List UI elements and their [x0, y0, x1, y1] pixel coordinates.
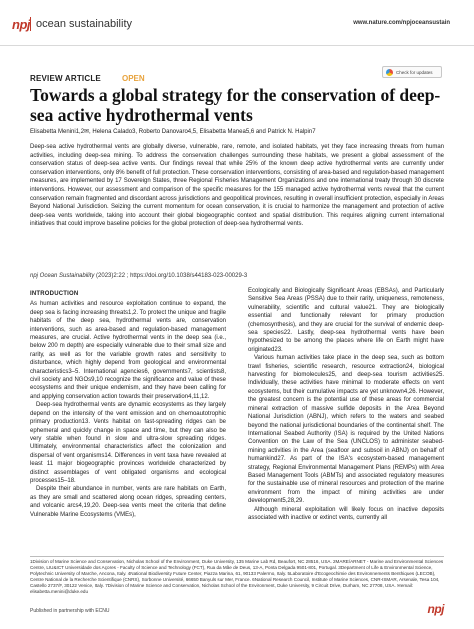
affiliations-divider — [30, 556, 444, 557]
journal-name: ocean sustainability — [36, 18, 133, 30]
citation-details[interactable]: (2023)2:22 ; https://doi.org/10.1038/s44183-023-00029-3 — [96, 273, 248, 279]
body-paragraph: Ecologically and Biologically Significant Areas (EBSAs), and Particularly Sensitive Sea Areas (PSSA) due to their rarity, uniqueness, remoteness, vulnerability, scientific and cultural value21. They are biologically essential and functionally relevant for primary production (chemosynthesis), and they are crucial for the survival of endemic deep-sea species22. Lastly, deep-sea hydrothermal vents have been hypothesized to be among the places where life on Earth might have originated23. — [248, 288, 444, 353]
footer-partnership: Published in partnership with ECNU — [30, 608, 110, 614]
article-title: Towards a global strategy for the conservation of deep-sea active hydrothermal vents — [30, 85, 441, 125]
footer-logo: npj — [427, 602, 444, 616]
body-paragraph: As human activities and resource exploitation continue to expand, the deep sea is facing increasing threats1,2. To protect the unique and fragile habitats of the deep sea, hydrothermal vents are, conservation interventions, such as area-based and regulation-based management measures, are crucial. Active hydrothermal vents in the deep sea (i.e., below 200 m depth) are especially vulnerable due to their small size and rarity, as well as for the variable growth rates and sensitivity to disturbance, which highly depend from geological and environmental characteristics3–5. International agencies6, governments7, scientists8, civil society and NGOs9,10 recognize the significance and value of these ecosystems and their unique endemism, and they have been calling for and applying conservation action towards their preservation4,11,12. — [30, 301, 226, 400]
crossmark-icon — [386, 69, 393, 76]
journal-logo: npj — [12, 17, 30, 32]
body-column-right — [248, 287, 444, 522]
header-divider — [30, 17, 31, 31]
body-paragraph: Although mineral exploitation will likely focus on inactive deposits associated with inactive or extinct vents, currently all — [248, 506, 444, 521]
body-column-left — [30, 287, 226, 519]
journal-header — [0, 0, 474, 46]
journal-url-link[interactable]: www.nature.com/npjoceansustain — [353, 20, 450, 26]
citation — [30, 273, 444, 279]
open-access-badge: OPEN — [122, 74, 145, 83]
check-updates-label: Check for updates — [396, 69, 433, 75]
body-paragraph: Despite their abundance in number, vents are rare habitats on Earth, as they are small and scattered along ocean ridges, spreading centers, and volcanic arcs4,19,20. Deep-sea vents meet the criteria that define Vulnerable Marine Ecosystems (VMEs), — [30, 486, 226, 518]
author-list: Elisabetta Menini1,2✉, Helena Calado3, Roberto Danovaro4,5, Elisabetta Manea5,6 and Patrick N. Halpin7 — [30, 129, 316, 135]
article-type: REVIEW ARTICLE — [30, 74, 101, 83]
body-paragraph: Deep-sea hydrothermal vents are dynamic ecosystems as they largely depend on the intensity of the vent emission and on chemoautotrophic primary production13. Vents habitat on fast-spreading ridges can be ephemeral and quickly change in space and time, but they can also be very stable when found in slow and ultra-slow spreading ridges. Ultimately, environmental characteristics affect the colonization and dispersal of vent organisms14. Differences in vent taxa have revealed at least 11 major biogeographic provinces worldwide characterized by distinct assemblages of vent obligated organisms and ecological processes15–18. — [30, 402, 226, 484]
abstract: Deep-sea active hydrothermal vents are globally diverse, vulnerable, rare, remote, and isolated habitats, yet they face increasing threats from human activities, including deep-sea mining. To address the conservation challenges surrounding these habitats, we present a global assessment of the conservation status of deep-sea active vents. Our findings reveal that while 25% of the known deep active hydrothermal vents are currently under conservation interventions, only 8% benefit of full protection. These conservation interventions, consisting of area-based and regulation-based management measures, are implemented by 17 Sovereign States, three Regional Fisheries Management Organizations and one international treaty through 30 discrete interventions. However, our assessment and comparison of the specific measures for the 155 managed active hydrothermal vents reveal that the current conservation remain fragmented and discordant across jurisdictions and geopolitical provinces, resulting in overall insufficient protection, especially in Areas Beyond National Jurisdiction. Seizing the current momentum for ocean conservation, it is crucial to harmonize the management and protection of active deep-sea vents worldwide, taking into account their global biogeographic context and spatial distribution. This requires aligning current international initiatives that could improve baseline policies for the global protection of deep-sea hydrothermal vents. — [30, 144, 444, 228]
section-heading-introduction: INTRODUCTION — [30, 291, 79, 297]
check-for-updates-button[interactable] — [382, 66, 442, 78]
citation-journal: npj Ocean Sustainability — [30, 273, 95, 279]
affiliations: 1Division of Marine Science and Conservation, Nicholas School of the Environment, Duke University, 135 Marine Lab Rd, Beaufort, NC 28516, USA. 2MARE/ARNET - Marine and Environmental Sciences Centre, LIU&ICT Universidade dos Açores - Faculty of Science and Technology (FCT), Rua da Mãe de Deus, 13-A, Ponta Delgada 9501-801, Portugal. 3Department of Life & Environmental Science, Polytechnic University of Marche, Ancona, Italy. 4National Biodiversity Future Center, Piazza Marina, 61, 90133 Palermo, Italy. 5Laboratoire d'Ecogeochimie des Environnements Benthiques (LECOB), Centre National de la Recherche Scientifique (CNRS), Sorbonne Université, 66650 Banyuls sur Mer, France. 6National Research Council, Institute of Marine Sciences, CNR-ISMAR, Arsenale, Tesa 104, Castello 2737/F, 30122 Venice, Italy. 7Division of Marine Science and Conservation, Nicholas School of the Environment, Duke University, 9 Circuit Drive, Durham, NC 27708, USA. ✉email: elisabetta.menini@duke.edu — [30, 559, 444, 595]
body-paragraph: Various human activities take place in the deep sea, such as bottom trawl fisheries, scientific research, resource extraction24, biological harvesting for biomolecules25, and deep-sea tourism activities25. Individually, these activities have minimal to moderate effects on vent ecosystems, but their cumulative impacts are yet unknown4,26. However, the greatest concern is the potential use of these areas for commercial mineral extraction of massive sulfide deposits in the Area Beyond National Jurisdiction (ABNJ), which refers to the waters and seabed beyond the national jurisdictional boundaries of the continental shelf. The International Seabed Authority (ISA) is required by the United Nations Convention on the Law of the Sea (UNCLOS) to administer seabed-mining activities in the Area (seafloor and subsoil in ABNJ) on behalf of humankind27. As part of the ISA's ecosystem-based management strategy, Regional Environmental Management Plans (REMPs) with Area Based Management Tools (ABMTs) and associated regulatory measures for the sustainable use of mineral resources and protection of the marine environment from the impact of mining activities are under development5,28,29. — [248, 355, 444, 505]
